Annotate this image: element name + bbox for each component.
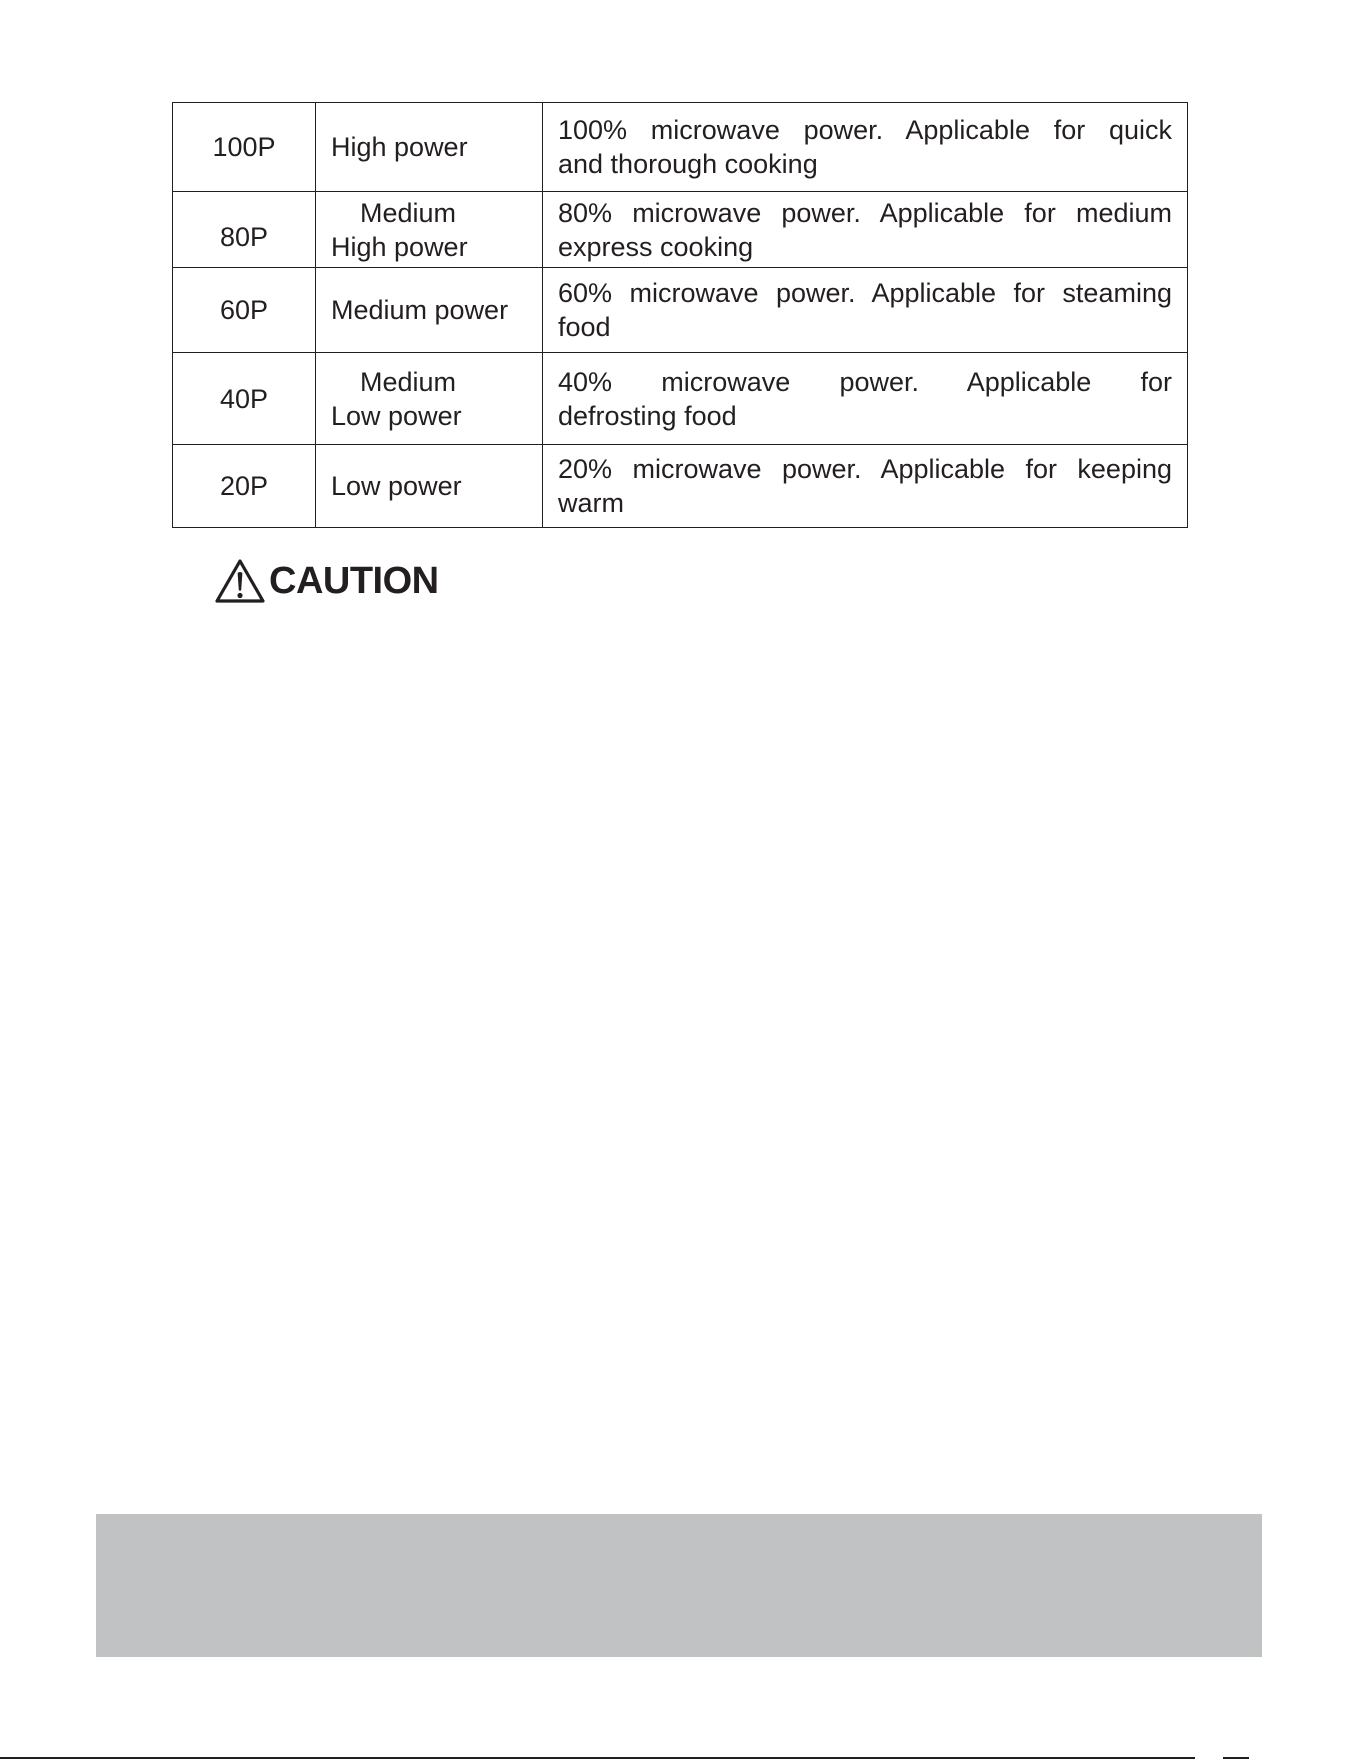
power-level-line: Low power (331, 400, 462, 431)
caution-label: CAUTION (269, 560, 439, 602)
power-level-label (316, 192, 543, 268)
description-line: food (558, 312, 611, 342)
description-line: 20% microwave power. Applicable for keeping (558, 454, 1172, 484)
table-row (173, 103, 1188, 192)
description-line: 40% microwave power. Applicable for (558, 366, 1172, 397)
power-code: 40P (173, 353, 316, 445)
caution-heading (214, 557, 439, 605)
power-level-table (172, 102, 1188, 528)
power-code (173, 192, 316, 268)
power-code: 100P (173, 103, 316, 192)
description-line: warm (558, 488, 624, 518)
power-level-line: High power (331, 231, 468, 262)
table-row (173, 268, 1188, 353)
table-row (173, 353, 1188, 445)
power-code: 20P (173, 445, 316, 528)
grey-band (96, 1514, 1262, 1657)
description-line: 80% microwave power. Applicable for medium (558, 197, 1172, 228)
description-line: express cooking (558, 231, 754, 262)
power-level-line: Medium (360, 197, 457, 228)
power-level-label (316, 268, 543, 353)
power-description (543, 268, 1188, 353)
power-level-line: Medium (360, 366, 457, 397)
power-description (543, 353, 1188, 445)
power-code: 60P (173, 268, 316, 353)
footer-rule-short (1223, 1757, 1249, 1759)
table-row (173, 192, 1188, 268)
power-description (543, 103, 1188, 192)
description-line: 60% microwave power. Applicable for steaming (558, 278, 1172, 308)
description-line: defrosting food (558, 400, 737, 431)
footer-rule (0, 1757, 1195, 1759)
table-row (173, 445, 1188, 528)
warning-triangle-icon (214, 557, 266, 605)
power-level-label (316, 445, 543, 528)
description-line: and thorough cooking (558, 149, 818, 179)
power-description (543, 445, 1188, 528)
power-level-line: High power (331, 132, 468, 162)
power-level-label (316, 353, 543, 445)
power-level-line: Low power (331, 471, 462, 501)
power-description (543, 192, 1188, 268)
power-level-line: Medium power (331, 295, 509, 325)
description-line: 100% microwave power. Applicable for quick (558, 115, 1172, 145)
power-code-text: 80P (219, 221, 269, 252)
power-level-label (316, 103, 543, 192)
